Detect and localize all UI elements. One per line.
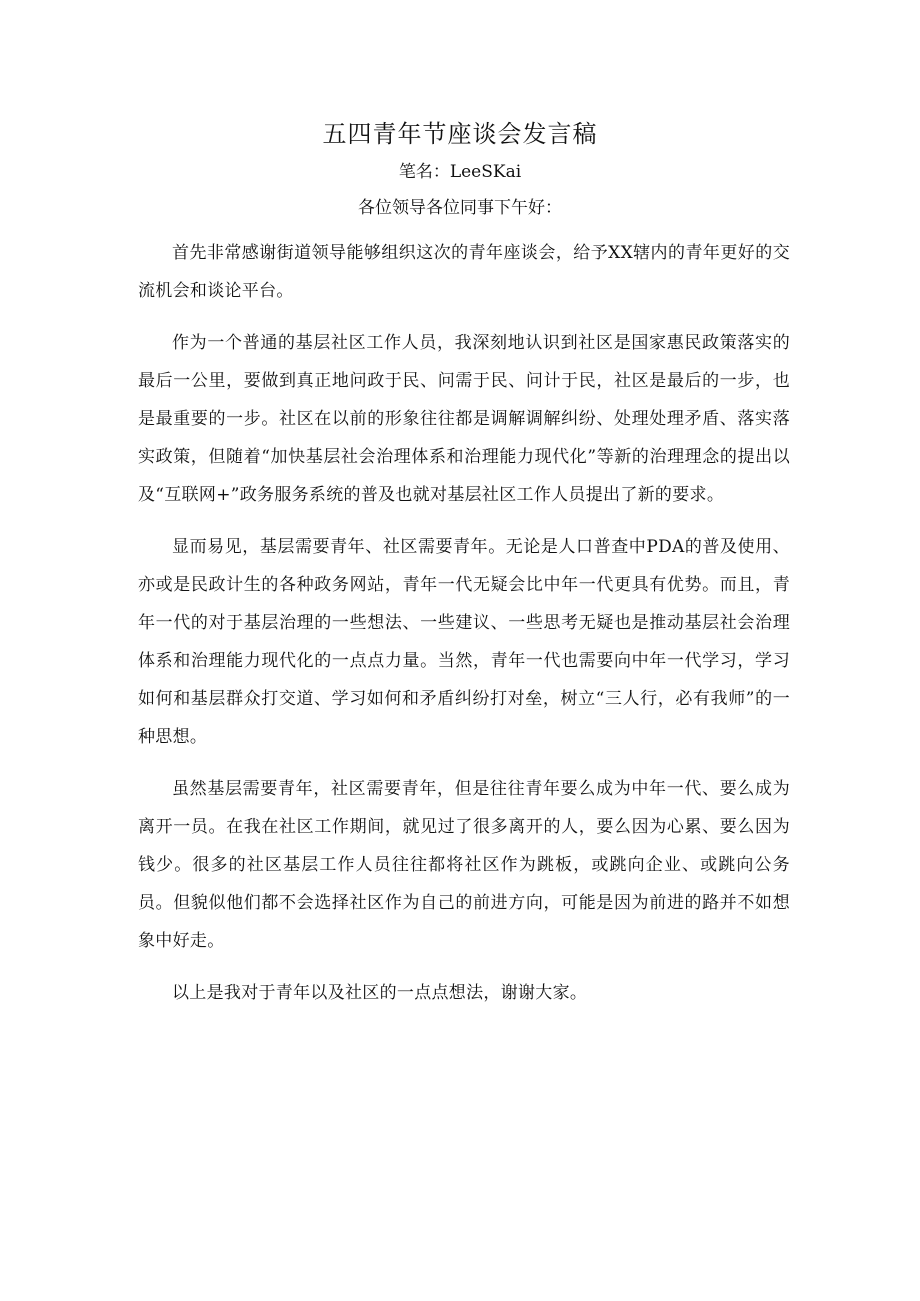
document-body (138, 234, 790, 1026)
paragraph-2: 作为一个普通的基层社区工作人员，我深刻地认识到社区是国家惠民政策落实的最后一公里，要做到真正地问政于民、问需于民、问计于民，社区是最后的一步，也是最重要的一步。社区在以前的形象往往都是调解调解纠纷、处理处理矛盾、落实落实政策，但随着“加快基层社会治理体系和治理能力现代化”等新的治理理念的提出以及“互联网+”政务服务系统的普及也就对基层社区工作人员提出了新的要求。 (138, 333, 790, 505)
salutation-line: 各位领导各位同事下午好： (358, 198, 562, 218)
paragraph-1: 首先非常感谢街道领导能够组织这次的青年座谈会，给予XX辖内的青年更好的交流机会和谈论平台。 (138, 243, 790, 301)
paragraph-5: 以上是我对于青年以及社区的一点点想法，谢谢大家。 (172, 983, 588, 1003)
paragraph-3: 显而易见，基层需要青年、社区需要青年。无论是人口普查中PDA的普及使用、亦或是民政计生的各种政务网站，青年一代无疑会比中年一代更具有优势。而且，青年一代的对于基层治理的一些想法、一些建议、一些思考无疑也是推动基层社会治理体系和治理能力现代化的一点点力量。当然，青年一代也需要向中年一代学习，学习如何和基层群众打交道、学习如何和矛盾纠纷打对垒，树立“三人行，必有我师”的一种思想。 (138, 537, 790, 747)
document-title: 五四青年节座谈会发言稿 (322, 120, 598, 148)
paragraph-4: 虽然基层需要青年，社区需要青年，但是往往青年要么成为中年一代、要么成为离开一员。在我在社区工作期间，就见过了很多离开的人，要么因为心累、要么因为钱少。很多的社区基层工作人员往往都将社区作为跳板，或跳向企业、或跳向公务员。但貌似他们都不会选择社区作为自己的前进方向，可能是因为前进的路并不如想象中好走。 (138, 779, 790, 951)
author-line: 笔名：LeeSKai (398, 162, 522, 182)
